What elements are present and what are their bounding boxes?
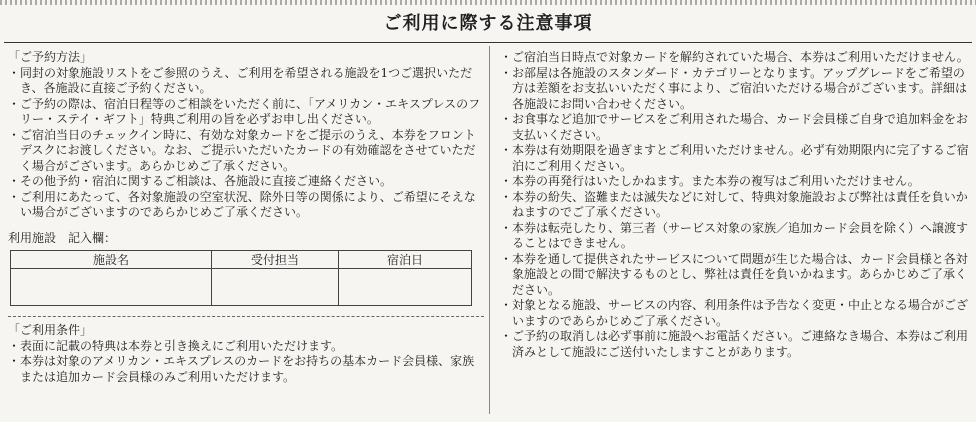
cut-line	[8, 316, 484, 317]
reservation-heading: 「ご予約方法」	[8, 50, 93, 64]
title-rule	[4, 42, 972, 43]
list-item: ・ 本券の再発行はいたしかねます。また本券の複写はご利用いただけません。	[500, 174, 970, 190]
list-item: ・ 本券の紛失、盗難または滅失などに対して、特典対象施設および弊社は責任を負いかねますのでご了承ください。	[500, 190, 970, 221]
reservation-list	[8, 66, 486, 221]
usage-form-table	[10, 250, 472, 306]
staff-cell[interactable]	[212, 269, 339, 306]
usage-form-label: 利用施設 記入欄：	[8, 230, 117, 245]
conditions-continued-list	[500, 50, 970, 360]
list-item: ・ ご利用にあたって、各対象施設の空室状況、除外日等の関係により、ご希望にそえない場合がございますのであらかじめご了承ください。	[8, 190, 486, 221]
facility-cell[interactable]	[11, 269, 212, 306]
list-item: ・ ご予約の取消しは必ず事前に施設へお電話ください。ご連絡なき場合、本券はご利用済みとして施設にご送付いたしますことがあります。	[500, 329, 970, 360]
list-item: ・ 対象となる施設、サービスの内容、利用条件は予告なく変更・中止となる場合がございますのであらかじめご了承ください。	[500, 298, 970, 329]
right-column	[500, 50, 970, 360]
list-item: ・ ご予約の際は、宿泊日程等のご相談をいただく前に、「アメリカン・エキスプレスのフリー・ステイ・ギフト」特典ご利用の旨を必ずお申し出ください。	[8, 97, 486, 128]
col-staff-header: 受付担当	[212, 251, 339, 269]
list-item: ・ 本券は対象のアメリカン・エキスプレスのカードをお持ちの基本カード会員様、家族または追加カード会員様のみご利用いただけます。	[8, 354, 486, 385]
conditions-heading: 「ご利用条件」	[8, 323, 93, 337]
list-item: ・ ご宿泊当日時点で対象カードを解約されていた場合、本券はご利用いただけません。	[500, 50, 970, 66]
page-title: ご利用に際する注意事項	[383, 13, 593, 34]
column-divider	[489, 46, 490, 414]
list-item: ・ ご宿泊当日のチェックイン時に、有効な対象カードをご提示のうえ、本券をフロントデスクにお渡しください。なお、ご提示いただいたカードの有効確認をさせていただく場合がございます。あらかじめご了承ください。	[8, 128, 486, 175]
col-date-header: 宿泊日	[339, 251, 472, 269]
list-item: ・ 本券は有効期限を過ぎますとご利用いただけません。必ず有効期限内に完了するご宿泊にご利用ください。	[500, 143, 970, 174]
left-column	[8, 50, 486, 385]
list-item: ・ その他予約・宿泊に関するご相談は、各施設に直接ご連絡ください。	[8, 174, 486, 190]
list-item: ・ お食事など追加でサービスをご利用された場合、カード会員様ご自身で追加料金をお支払いください。	[500, 112, 970, 143]
list-item: ・ 本券は転売したり、第三者（サービス対象の家族／追加カード会員を除く）へ譲渡することはできません。	[500, 221, 970, 252]
list-item: ・ 表面に記載の特典は本券と引き換えにご利用いただけます。	[8, 339, 486, 355]
conditions-list	[8, 339, 486, 386]
list-item: ・ 本券を通して提供されたサービスについて問題が生じた場合は、カード会員様と各対象施設との間で解決するものとし、弊社は責任を負いかねます。あらかじめご了承ください。	[500, 252, 970, 299]
col-facility-header: 施設名	[11, 251, 212, 269]
list-item: ・ お部屋は各施設のスタンダード・カテゴリーとなります。アップグレードをご希望の方は差額をお支払いいただく事により、ご宿泊いただける場合がございます。詳細は各施設にお問い合わせください。	[500, 66, 970, 113]
date-cell[interactable]	[339, 269, 472, 306]
list-item: ・ 同封の対象施設リストをご参照のうえ、ご利用を希望される施設を1つご選択いただき、各施設に直接ご予約ください。	[8, 66, 486, 97]
top-border-pattern	[0, 0, 976, 5]
